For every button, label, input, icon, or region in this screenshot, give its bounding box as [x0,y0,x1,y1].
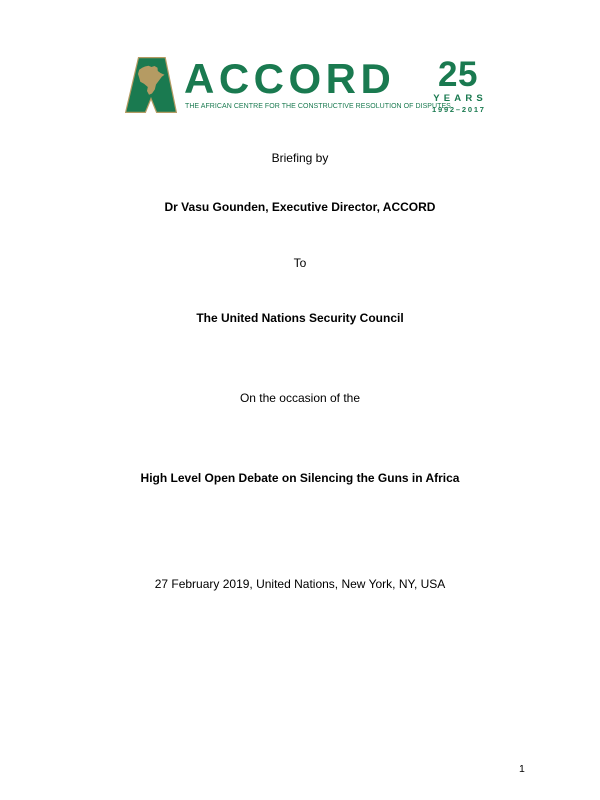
line-briefing-by: Briefing by [271,151,329,165]
line-to: To [293,256,307,270]
accord-wordmark: ACCORD [184,55,396,102]
line-date-location: 27 February 2019, United Nations, New York, NY, USA [154,577,446,591]
line-debate-title: High Level Open Debate on Silencing the Guns in Africa [140,471,460,485]
line-occasion: On the occasion of the [239,391,361,405]
page-number: 1 [519,763,525,775]
accord-tagline: THE AFRICAN CENTRE FOR THE CONSTRUCTIVE RESOLUTION OF DISPUTES [185,103,451,110]
accord-logo [125,57,487,115]
accord-a-africa-icon [125,57,177,113]
line-security-council: The United Nations Security Council [196,311,404,325]
anniversary-number: 25 [438,55,478,94]
line-speaker: Dr Vasu Gounden, Executive Director, ACCORD [164,200,436,214]
anniversary-badge [429,55,487,114]
anniversary-year-range: 1992–2017 [432,105,486,114]
anniversary-years-label: YEARS [433,93,487,104]
